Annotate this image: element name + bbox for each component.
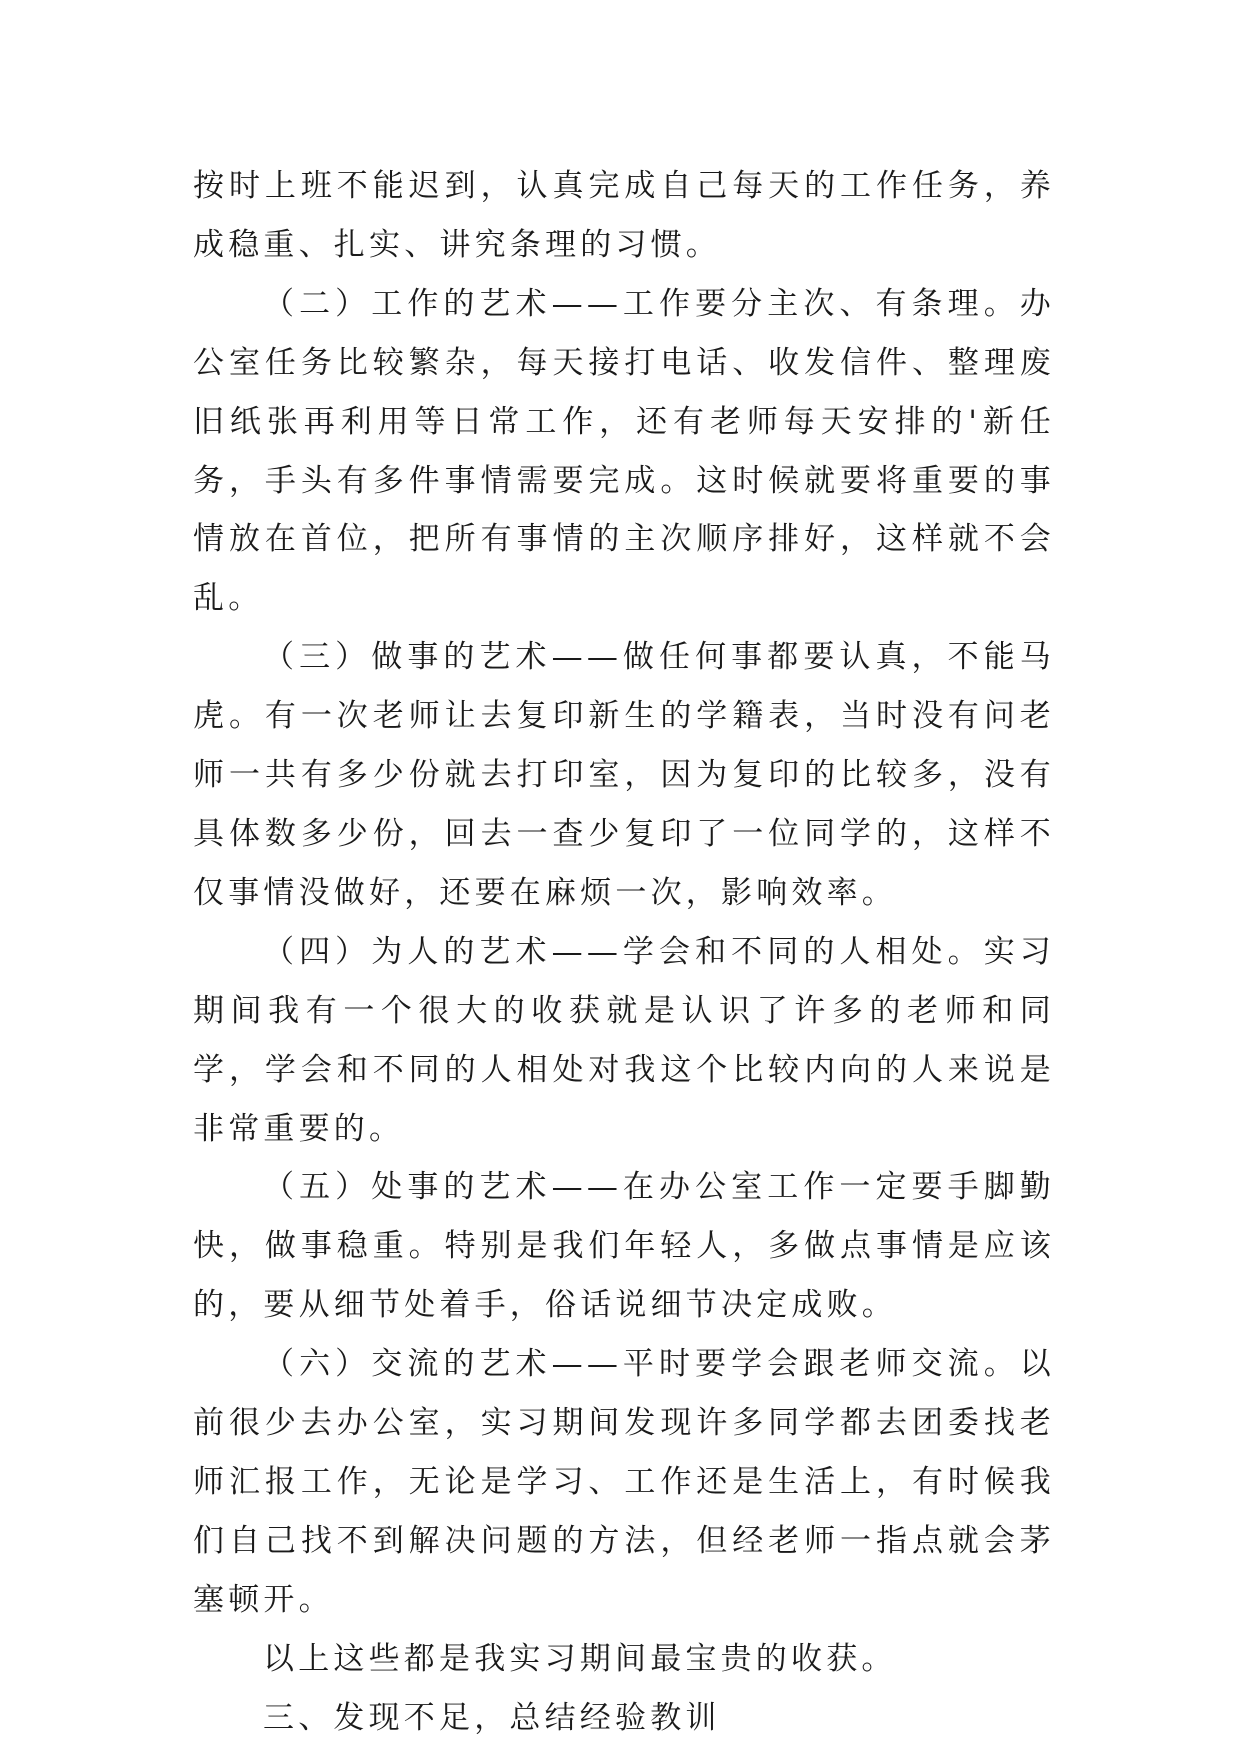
section-heading: 三、发现不足，总结经验教训: [263, 1699, 721, 1736]
document-body: [193, 157, 1055, 1747]
paragraph-handling-art: （五）处事的艺术——在办公室工作一定要手脚勤快，做事稳重。特别是我们年轻人，多做点事情是应该的，要从细节处着手，俗话说细节决定成败。: [193, 1169, 1055, 1324]
paragraph-summary: 以上这些都是我实习期间最宝贵的收获。: [263, 1640, 897, 1677]
paragraph-doing-art: （三）做事的艺术——做任何事都要认真，不能马虎。有一次老师让去复印新生的学籍表，当时没有问老师一共有多少份就去打印室，因为复印的比较多，没有具体数多少份，回去一查少复印了一位同学的，这样不仅事情没做好，还要在麻烦一次，影响效率。: [193, 639, 1055, 911]
paragraph-communication-art: （六）交流的艺术——平时要学会跟老师交流。以前很少去办公室，实习期间发现许多同学都去团委找老师汇报工作，无论是学习、工作还是生活上，有时候我们自己找不到解决问题的方法，但经老师一指点就会茅塞顿开。: [193, 1346, 1055, 1618]
paragraph-continuation: 按时上班不能迟到，认真完成自己每天的工作任务，养成稳重、扎实、讲究条理的习惯。: [193, 168, 1055, 263]
paragraph-work-art: （二）工作的艺术——工作要分主次、有条理。办公室任务比较繁杂，每天接打电话、收发信件、整理废旧纸张再利用等日常工作，还有老师每天安排的'新任务，手头有多件事情需要完成。这时候就要将重要的事情放在首位，把所有事情的主次顺序排好，这样就不会乱。: [193, 285, 1055, 617]
paragraph-people-art: （四）为人的艺术——学会和不同的人相处。实习期间我有一个很大的收获就是认识了许多的老师和同学，学会和不同的人相处对我这个比较内向的人来说是非常重要的。: [193, 933, 1055, 1147]
